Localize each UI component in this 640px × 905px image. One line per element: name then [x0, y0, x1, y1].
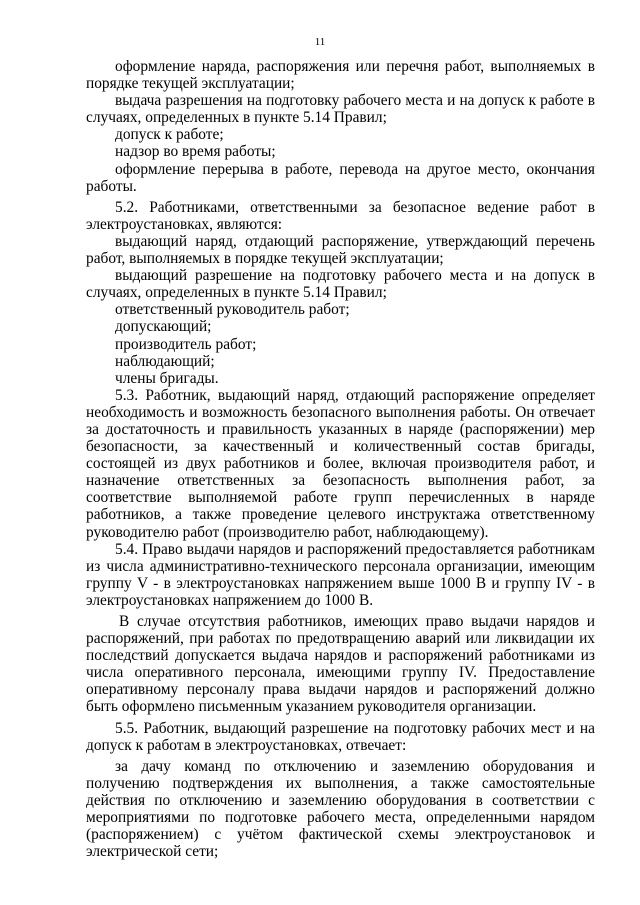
section-heading-5-2: 5.2. Работниками, ответственными за безопасное ведение работ в электроустановках, являются: [86, 198, 595, 233]
list-item: ответственный руководитель работ; [115, 301, 350, 319]
section-5-3: 5.3. Работник, выдающий наряд, отдающий распоряжение определяет необходимость и возможность безопасного выполнения работы. Он отвечает за достаточность и правильность указанных в наряде (распоряжении) мер безопасности, за качественный и количественный состав бригады, состоящей из двух работников и более, включая производителя работ, и назначение ответственных за безопасность выполнения работ, за соответствие выполняемой работе групп перечисленных в наряде работников, а также проведение целевого инструктажа ответственному руководителю работ (производителю работ, наблюдающему). [86, 386, 595, 541]
list-item: производитель работ; [115, 335, 257, 353]
paragraph: выдающий наряд, отдающий распоряжение, утверждающий перечень работ, выполняемых в порядке текущей эксплуатации; [86, 232, 595, 268]
section-5-4: 5.4. Право выдачи нарядов и распоряжений предоставляется работникам из числа административно-технического персонала организации, имеющим группу V - в электроустановках напряжением выше 1000 В и группу IV - в электроустановках напряжением до 1000 В. [86, 540, 595, 609]
section-5-5: 5.5. Работник, выдающий разрешение на подготовку рабочих мест и на допуск к работам в электроустановках, отвечает: [86, 719, 595, 754]
paragraph: оформление перерыва в работе, перевода на другое место, окончания работы. [86, 160, 595, 195]
list-item: члены бригады. [115, 369, 219, 387]
page-number: 11 [314, 36, 326, 48]
paragraph: В случае отсутствия работников, имеющих право выдачи нарядов и распоряжений, при работах по предотвращению аварий или ликвидации их последствий допускается выдача нарядов и распоряжений работниками из числа оперативного персонала, имеющими группу IV. Предоставление оперативному персоналу права выдачи нарядов и распоряжений должно быть оформлено письменным указанием руководителя организации. [86, 613, 595, 716]
paragraph: оформление наряда, распоряжения или перечня работ, выполняемых в порядке текущей эксплуатации; [86, 58, 595, 93]
list-item: допускающий; [115, 318, 212, 336]
paragraph: допуск к работе; [115, 126, 224, 144]
paragraph: надзор во время работы; [115, 143, 276, 161]
paragraph: выдающий разрешение на подготовку рабочего места и на допуск в случаях, определенных в пункте 5.14 Правил; [86, 267, 595, 302]
paragraph: за дачу команд по отключению и заземлению оборудования и получению подтверждения их выполнения, а также самостоятельные действия по отключению и заземлению оборудования в соответствии с мероприятиями по подготовке рабочего места, определенными нарядом (распоряжением) с учётом фактической схемы электроустановок и электрической сети; [86, 757, 595, 861]
document-body [86, 58, 595, 860]
paragraph: выдача разрешения на подготовку рабочего места и на допуск к работе в случаях, определенных в пункте 5.14 Правил; [86, 92, 595, 127]
list-item: наблюдающий; [115, 352, 215, 370]
